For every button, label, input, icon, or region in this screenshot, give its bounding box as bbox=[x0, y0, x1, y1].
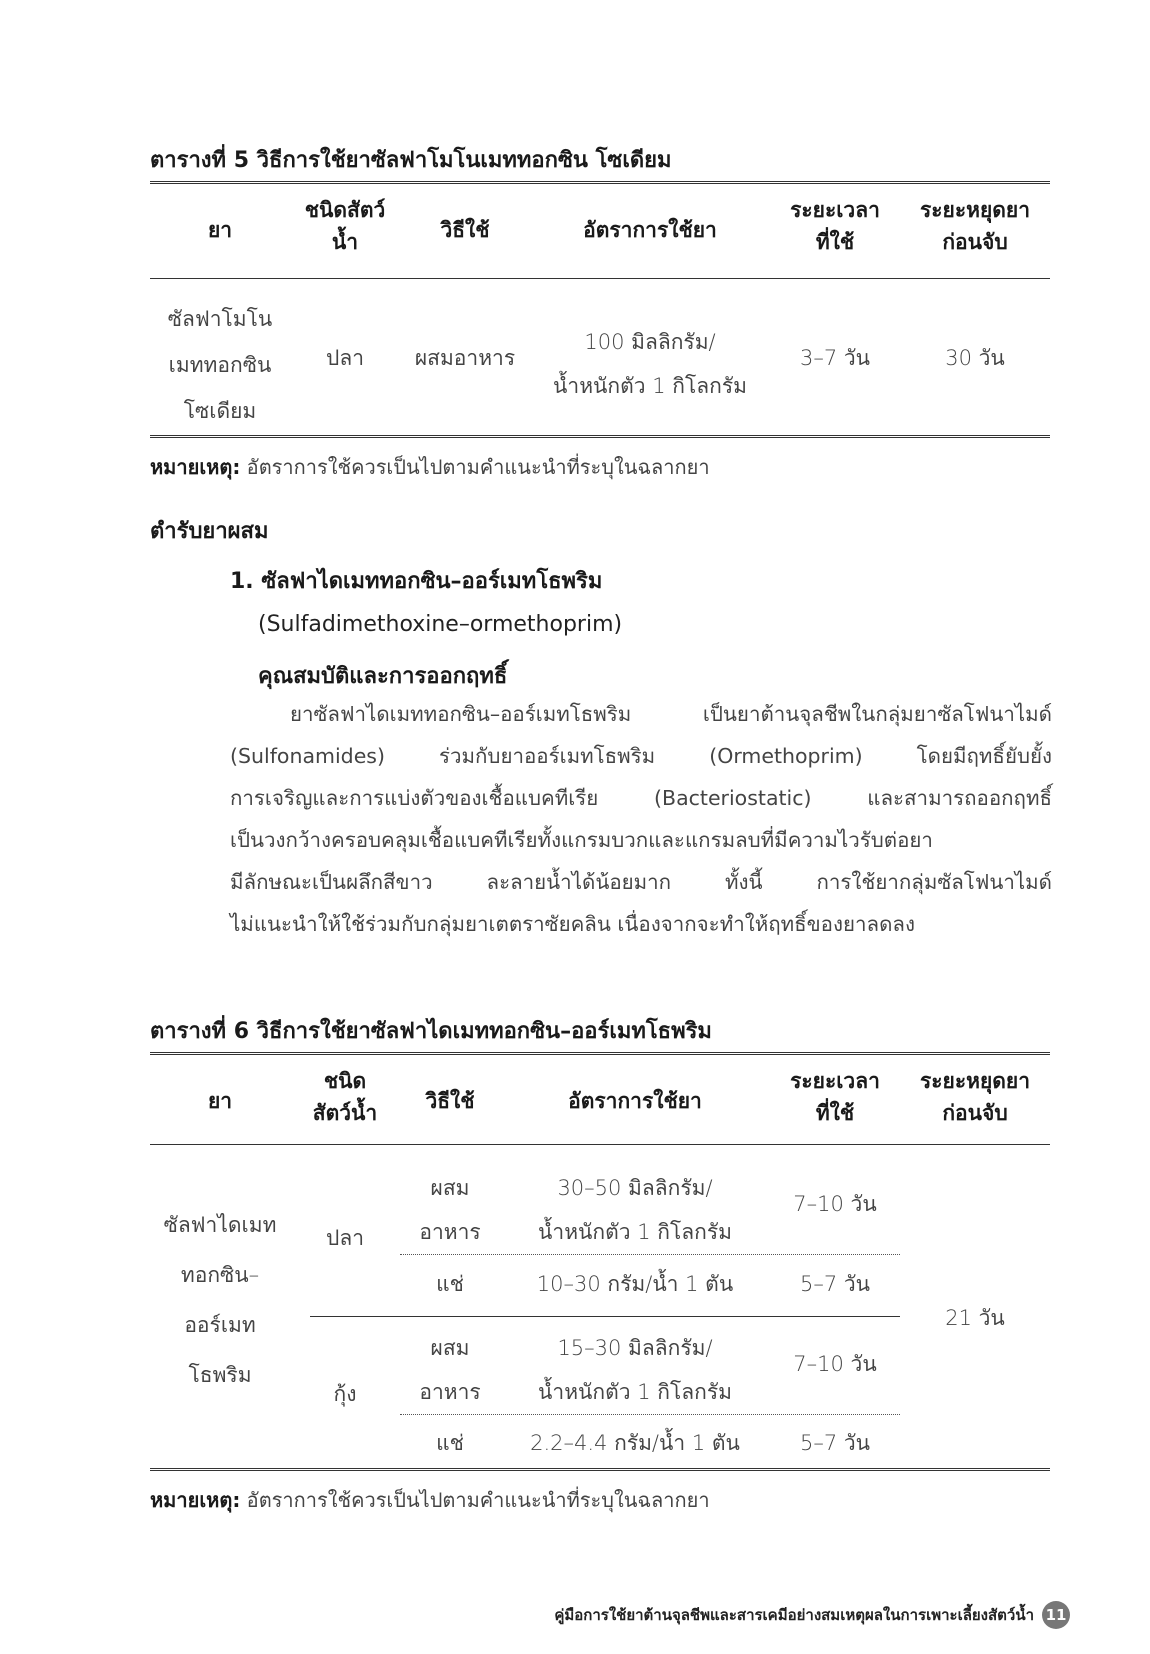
table5-cell-withdrawal: 30 วัน bbox=[945, 346, 1005, 370]
section-heading: ตำรับยาผสม bbox=[150, 519, 269, 544]
item-english-name: (Sulfadimethoxine–ormethoprim) bbox=[258, 612, 623, 637]
table5-header-dose: อัตราการใช้ยา bbox=[583, 218, 717, 242]
table6-cell-animal: ปลา bbox=[326, 1226, 364, 1250]
paragraph-line: (Sulfonamides) ร่วมกับยาออร์เมทโธพริม (Ormethoprim) โดยมีฤทธิ์ยับยั้ง bbox=[230, 744, 1052, 768]
table6-row-divider bbox=[400, 1254, 900, 1255]
table6-cell-method: แช่ bbox=[436, 1431, 464, 1455]
table5-header-duration: ระยะเวลา ที่ใช้ bbox=[790, 198, 880, 254]
table6-note bbox=[150, 1484, 710, 1516]
table6-cell-dose: 15–30 มิลลิกรัม/ น้ำหนักตัว 1 กิโลกรัม bbox=[538, 1336, 732, 1404]
table6-title: ตารางที่ 6 วิธีการใช้ยาซัลฟาไดเมททอกซิน–ออร์เมทโธพริม bbox=[150, 1019, 712, 1044]
table6-cell-dose: 2.2–4.4 กรัม/น้ำ 1 ตัน bbox=[530, 1431, 740, 1455]
table5-title: ตารางที่ 5 วิธีการใช้ยาซัลฟาโมโนเมททอกซิน โซเดียม bbox=[150, 148, 672, 173]
table5-note bbox=[150, 451, 710, 483]
table5-cell-drug: ซัลฟาโมโน เมททอกซิน โซเดียม bbox=[167, 307, 273, 423]
table5-cell-dose: 100 มิลลิกรัม/ น้ำหนักตัว 1 กิโลกรัม bbox=[553, 330, 747, 398]
table5-cell-method: ผสมอาหาร bbox=[414, 346, 516, 370]
table6-cell-duration: 5–7 วัน bbox=[799, 1431, 871, 1455]
table5-top-rule bbox=[150, 181, 1050, 186]
page-number: 11 bbox=[1042, 1601, 1070, 1629]
table6-note-label: หมายเหตุ: bbox=[150, 1488, 241, 1512]
table6-cell-method: ผสม อาหาร bbox=[419, 1176, 481, 1244]
table6-header-duration: ระยะเวลา ที่ใช้ bbox=[790, 1069, 880, 1125]
paragraph-line: ไม่แนะนำให้ใช้ร่วมกับกลุ่มยาเตตราซัยคลิน เนื่องจากจะทำให้ฤทธิ์ของยาลดลง bbox=[230, 912, 915, 936]
table6-cell-animal: กุ้ง bbox=[333, 1382, 357, 1406]
table5-cell-animal: ปลา bbox=[326, 346, 364, 370]
table5-bottom-rule bbox=[150, 435, 1050, 440]
table6-cell-dose: 30–50 มิลลิกรัม/ น้ำหนักตัว 1 กิโลกรัม bbox=[538, 1176, 732, 1244]
table5-note-label: หมายเหตุ: bbox=[150, 455, 241, 479]
table6-header-animal: ชนิด สัตว์น้ำ bbox=[312, 1069, 378, 1125]
properties-paragraph bbox=[230, 693, 1052, 945]
table6-header-method: วิธีใช้ bbox=[425, 1089, 475, 1113]
table5-header-withdrawal: ระยะหยุดยา ก่อนจับ bbox=[919, 198, 1031, 254]
table6-header-dose: อัตราการใช้ยา bbox=[568, 1089, 702, 1113]
paragraph-line: เป็นวงกว้างครอบคลุมเชื้อแบคทีเรียทั้งแกรมบวกและแกรมลบที่มีความไวรับต่อยา bbox=[230, 828, 933, 852]
table5-header-animal: ชนิดสัตว์ น้ำ bbox=[304, 198, 386, 254]
table6-cell-duration: 7–10 วัน bbox=[793, 1352, 877, 1376]
table6-cell-withdrawal: 21 วัน bbox=[945, 1306, 1005, 1330]
table5-header-method: วิธีใช้ bbox=[440, 218, 490, 242]
table6-row-divider bbox=[400, 1414, 900, 1415]
table6-note-text: อัตราการใช้ควรเป็นไปตามคำแนะนำที่ระบุในฉลากยา bbox=[240, 1488, 710, 1512]
table6-cell-method: ผสม อาหาร bbox=[419, 1336, 481, 1404]
page-footer bbox=[554, 1601, 1070, 1629]
table6-header-rule bbox=[150, 1144, 1050, 1145]
table5-header-drug: ยา bbox=[207, 218, 233, 242]
table6-cell-duration: 5–7 วัน bbox=[799, 1272, 871, 1296]
paragraph-line: การเจริญและการแบ่งตัวของเชื้อแบคทีเรีย (Bacteriostatic) และสามารถออกฤทธิ์ bbox=[230, 786, 1052, 810]
properties-subheading: คุณสมบัติและการออกฤทธิ์ bbox=[258, 664, 508, 689]
table6-cell-dose: 10–30 กรัม/น้ำ 1 ตัน bbox=[536, 1272, 734, 1296]
table5-header-rule bbox=[150, 278, 1050, 279]
table6-group-divider bbox=[310, 1316, 900, 1317]
table6-bottom-rule bbox=[150, 1468, 1050, 1473]
item-title: 1. ซัลฟาไดเมททอกซิน–ออร์เมทโธพริม bbox=[230, 569, 603, 594]
table6-cell-duration: 7–10 วัน bbox=[793, 1192, 877, 1216]
paragraph-line: ยาซัลฟาไดเมททอกซิน–ออร์เมทโธพริม เป็นยาต้านจุลชีพในกลุ่มยาซัลโฟนาไมด์ bbox=[290, 702, 1052, 726]
table6-cell-method: แช่ bbox=[436, 1272, 464, 1296]
footer-book-title: คู่มือการใช้ยาต้านจุลชีพและสารเคมีอย่างสมเหตุผลในการเพาะเลี้ยงสัตว์น้ำ bbox=[554, 1606, 1034, 1624]
table5-note-text: อัตราการใช้ควรเป็นไปตามคำแนะนำที่ระบุในฉลากยา bbox=[240, 455, 710, 479]
paragraph-line: มีลักษณะเป็นผลึกสีขาว ละลายน้ำได้น้อยมาก ทั้งนี้ การใช้ยากลุ่มซัลโฟนาไมด์ bbox=[230, 870, 1052, 894]
table6-header-withdrawal: ระยะหยุดยา ก่อนจับ bbox=[919, 1069, 1031, 1125]
table6-cell-drug: ซัลฟาไดเมท ทอกซิน– ออร์เมท โธพริม bbox=[163, 1213, 277, 1387]
table6-top-rule bbox=[150, 1052, 1050, 1057]
table5-cell-duration: 3–7 วัน bbox=[799, 346, 871, 370]
table6-header-drug: ยา bbox=[207, 1089, 233, 1113]
